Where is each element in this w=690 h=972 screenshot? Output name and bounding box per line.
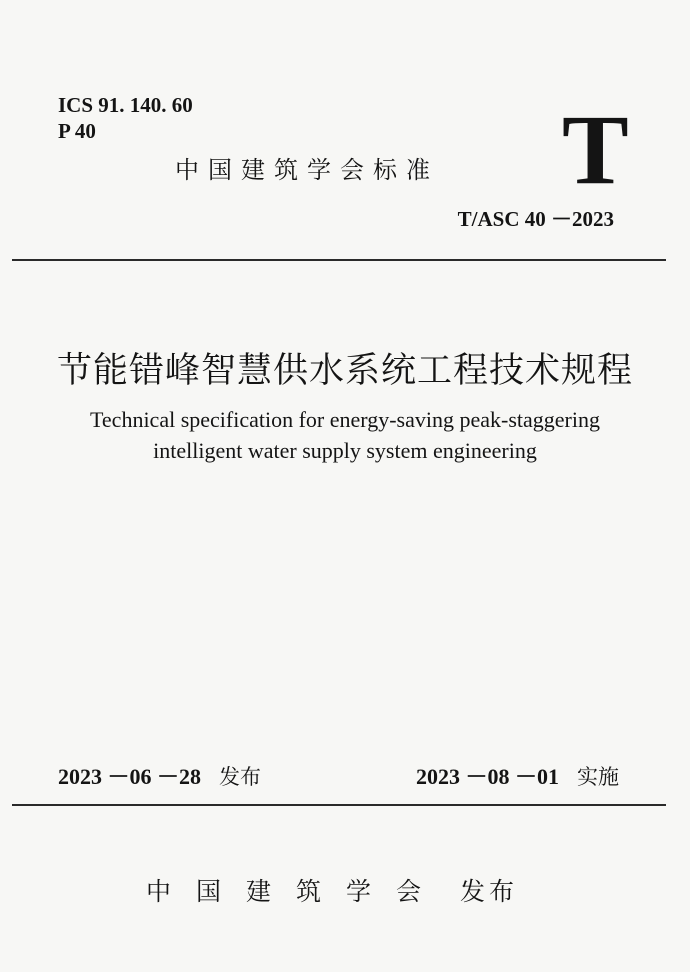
p-code: P 40 [58, 119, 96, 143]
ics-classification [58, 92, 193, 144]
effective-label: 实施 [577, 765, 620, 789]
title-chinese: 节能错峰智慧供水系统工程技术规程 [56, 351, 633, 391]
standard-number: T/ASC 40 －2023 [457, 207, 614, 231]
effective-date-block [416, 760, 619, 791]
issue-date: 2023 －06 －28 [58, 764, 202, 789]
publish-label: 发布 [460, 877, 519, 906]
ics-code: ICS 91. 140. 60 [58, 93, 193, 117]
title-english-line1: Technical specification for energy-saving peak-staggering [90, 407, 600, 432]
title-english-line2: intelligent water supply system engineering [153, 438, 537, 463]
top-divider [12, 259, 666, 261]
standard-type-letter: T [562, 94, 629, 205]
publisher-name: 中国建筑学会 [146, 877, 447, 906]
issue-date-block [58, 760, 261, 791]
publisher-line [146, 872, 518, 908]
effective-date: 2023 －08 －01 [416, 764, 560, 789]
issue-label: 发布 [219, 765, 262, 789]
bottom-divider [12, 804, 666, 806]
organization-standard-label: 中国建筑学会标准 [175, 156, 439, 184]
